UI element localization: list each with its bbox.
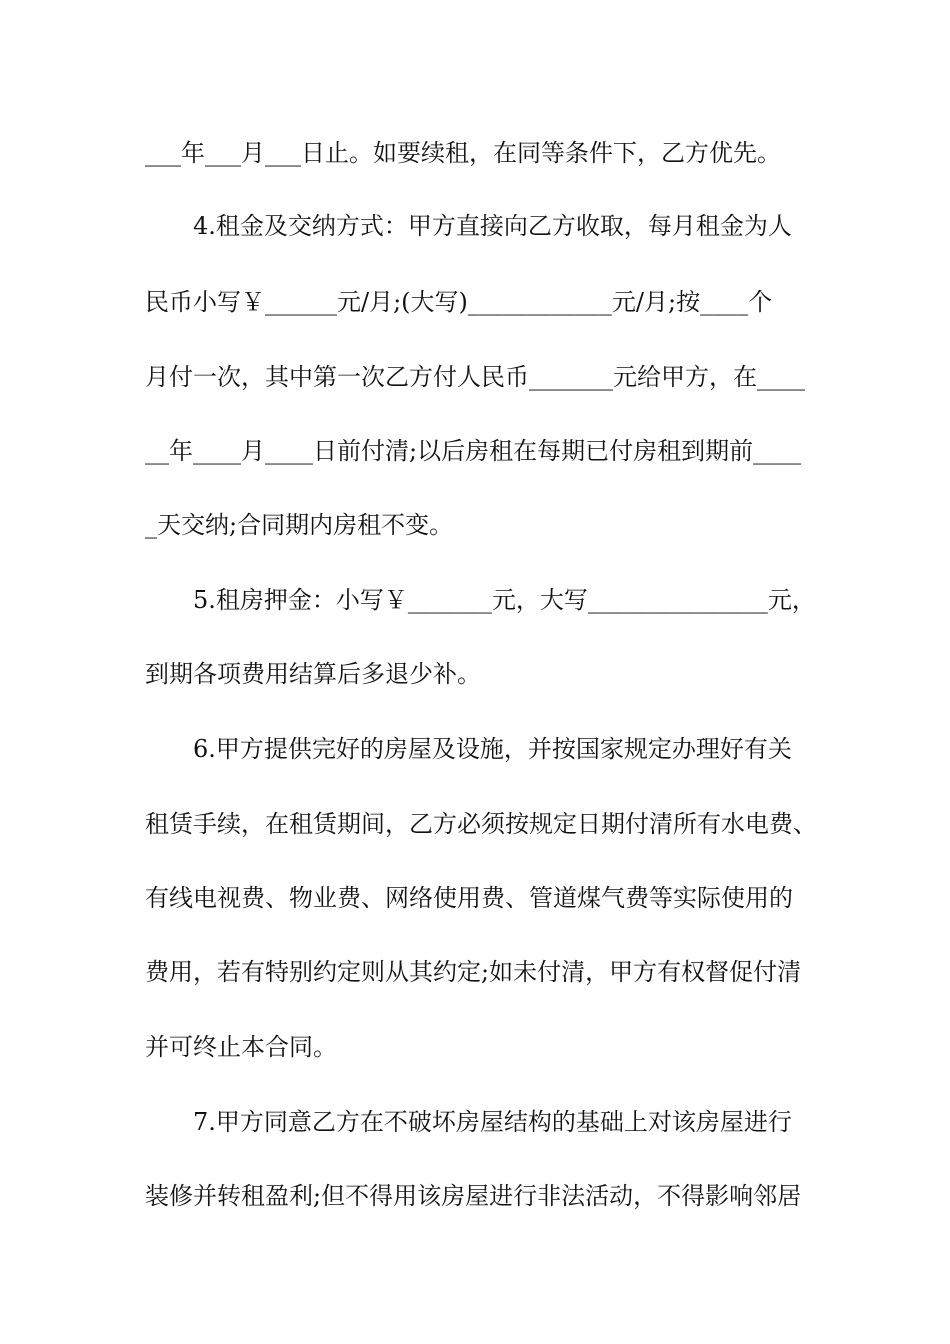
text-line-1: ___年___月___日止。如要续租，在同等条件下，乙方优先。	[145, 139, 781, 167]
text-line-5: __年____月____日前付清;以后房租在每期已付房租到期前____	[145, 437, 802, 465]
text-line-11: 有线电视费、物业费、网络使用费、管道煤气费等实际使用的	[145, 884, 793, 912]
text-line-8: 到期各项费用结算后多退少补。	[145, 660, 481, 688]
text-line-4: 月付一次，其中第一次乙方付人民币_______元给甲方，在____	[145, 363, 805, 391]
text-line-13: 并可终止本合同。	[145, 1033, 337, 1061]
text-line-12: 费用，若有特别约定则从其约定;如未付清，甲方有权督促付清	[145, 958, 802, 986]
text-line-15: 装修并转租盈利;但不得用该房屋进行非法活动，不得影响邻居	[145, 1182, 802, 1210]
clause-4-heading-line: 4.租金及交纳方式：甲方直接向乙方收取，每月租金为人	[193, 212, 792, 240]
clause-5-heading-line: 5.租房押金：小写￥_______元，大写_______________元，	[193, 586, 816, 614]
text-line-6: _天交纳;合同期内房租不变。	[145, 511, 454, 539]
text-line-3: 民币小写￥______元/月;(大写)____________元/月;按____个	[145, 288, 773, 316]
text-line-10: 租赁手续，在租赁期间，乙方必须按规定日期付清所有水电费、	[145, 810, 817, 838]
clause-7-heading-line: 7.甲方同意乙方在不破坏房屋结构的基础上对该房屋进行	[193, 1108, 792, 1136]
clause-6-heading-line: 6.甲方提供完好的房屋及设施，并按国家规定办理好有关	[193, 735, 792, 763]
